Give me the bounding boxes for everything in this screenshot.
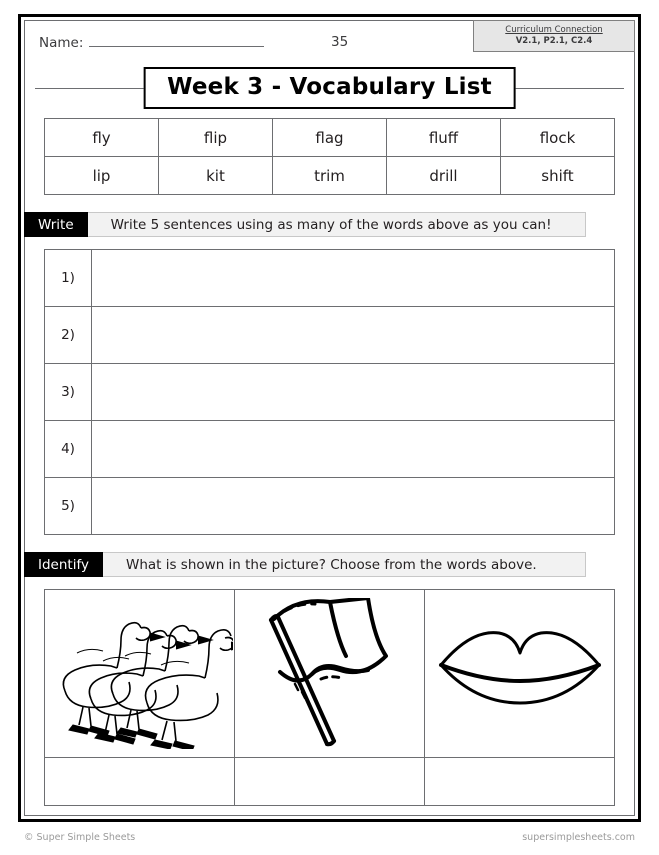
- sentence-answer-line[interactable]: [92, 364, 615, 421]
- word-cell: lip: [45, 157, 159, 195]
- footer-copyright: © Super Simple Sheets: [24, 832, 136, 843]
- footer: [24, 832, 635, 843]
- sentence-number: 2): [45, 307, 92, 364]
- identify-section-tag: Identify: [24, 552, 103, 577]
- flock-of-geese-image: [46, 599, 233, 749]
- sentences-table: [44, 249, 615, 535]
- write-section-tag: Write: [24, 212, 88, 237]
- word-bank-row: [45, 119, 615, 157]
- picture-cell-flag: [235, 590, 425, 758]
- worksheet-page-inner: [24, 20, 635, 816]
- footer-website: supersimplesheets.com: [522, 832, 635, 843]
- sentence-row: [45, 250, 615, 307]
- sentence-answer-line[interactable]: [92, 250, 615, 307]
- page-number: 35: [331, 34, 349, 50]
- curriculum-connection-codes: V2.1, P2.1, C2.4: [515, 35, 593, 46]
- sentence-row: [45, 364, 615, 421]
- title-band: [25, 67, 634, 111]
- word-cell: flip: [159, 119, 273, 157]
- page-title: Week 3 - Vocabulary List: [143, 67, 516, 109]
- identify-section-bar: [24, 552, 586, 577]
- lips-image: [426, 609, 613, 739]
- sentence-row: [45, 421, 615, 478]
- word-cell: fluff: [387, 119, 501, 157]
- word-cell: fly: [45, 119, 159, 157]
- word-cell: flock: [501, 119, 615, 157]
- word-bank-table: [44, 118, 615, 195]
- curriculum-connection-title: Curriculum Connection: [505, 25, 603, 35]
- picture-identification-table: [44, 589, 615, 806]
- sentence-number: 3): [45, 364, 92, 421]
- sentence-row: [45, 307, 615, 364]
- picture-answer-cell[interactable]: [235, 758, 425, 806]
- picture-cell-geese: [45, 590, 235, 758]
- name-field-row: [39, 34, 264, 51]
- sentence-answer-line[interactable]: [92, 307, 615, 364]
- header: [25, 21, 634, 67]
- picture-answer-cell[interactable]: [425, 758, 615, 806]
- sentence-row: [45, 478, 615, 535]
- sentence-number: 1): [45, 250, 92, 307]
- picture-answer-cell[interactable]: [45, 758, 235, 806]
- word-cell: drill: [387, 157, 501, 195]
- sentence-number: 4): [45, 421, 92, 478]
- word-bank-row: [45, 157, 615, 195]
- name-label: Name:: [39, 35, 84, 51]
- word-cell: trim: [273, 157, 387, 195]
- picture-row: [45, 590, 615, 758]
- worksheet-page: [18, 14, 641, 822]
- sentence-number: 5): [45, 478, 92, 535]
- name-input-blank[interactable]: [89, 34, 264, 47]
- flag-image: [236, 598, 423, 750]
- picture-cell-lips: [425, 590, 615, 758]
- word-cell: flag: [273, 119, 387, 157]
- picture-answer-row: [45, 758, 615, 806]
- write-section-bar: [24, 212, 586, 237]
- write-section-instruction: Write 5 sentences using as many of the words above as you can!: [88, 212, 586, 237]
- sentence-answer-line[interactable]: [92, 421, 615, 478]
- identify-section-instruction: What is shown in the picture? Choose from the words above.: [103, 552, 586, 577]
- word-cell: kit: [159, 157, 273, 195]
- sentence-answer-line[interactable]: [92, 478, 615, 535]
- word-cell: shift: [501, 157, 615, 195]
- curriculum-connection-badge: [473, 20, 635, 52]
